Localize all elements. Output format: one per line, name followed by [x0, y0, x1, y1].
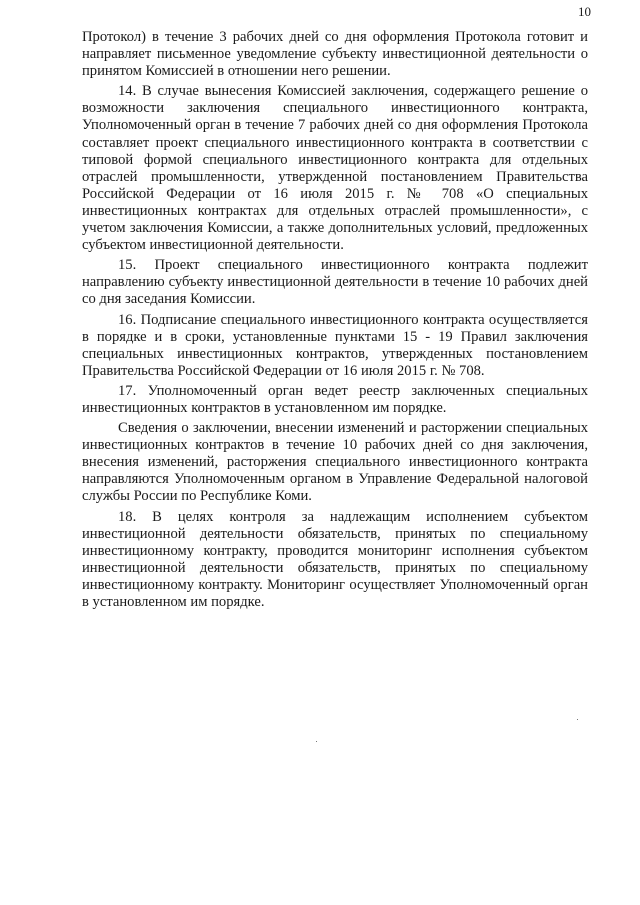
- document-body: [82, 29, 588, 614]
- paragraph-continuation: Протокол) в течение 3 рабочих дней со дня оформления Протокола готовит и направляет письменное уведомление субъекту инвестиционной деятельности о принятом Комиссией в отношении него решении.: [82, 29, 588, 80]
- paragraph-15: 15. Проект специального инвестиционного контракта подлежит направлению субъекту инвестиционной деятельности в течение 10 рабочих дней со дня заседания Комиссии.: [82, 257, 588, 308]
- scan-speck: [577, 719, 578, 720]
- paragraph-16: 16. Подписание специального инвестиционного контракта осуществляется в порядке и в сроки, установленные пунктами 15 - 19 Правил заключения специальных инвестиционных контрактов, утвержденных постановлением Правительства Российской Федерации от 16 июля 2015 г. № 708.: [82, 311, 588, 379]
- scan-speck: [316, 741, 317, 742]
- paragraph-18: 18. В целях контроля за надлежащим исполнением субъектом инвестиционной деятельности обязательств, принятых по специальному инвестиционному контракту, проводится мониторинг исполнения субъектом инвестиционной деятельности обязательств, принятых по специальному инвестиционному контракту. Мониторинг осуществляет Уполномоченный орган в установленном им порядке.: [82, 508, 588, 610]
- paragraph-17-details: Сведения о заключении, внесении изменений и расторжении специальных инвестиционных контрактов в течение 10 рабочих дней со дня заключения, внесения изменений, расторжения специального инвестиционного контракта направляются Уполномоченным органом в Управление Федеральной налоговой службы России по Республике Коми.: [82, 420, 588, 505]
- paragraph-14: 14. В случае вынесения Комиссией заключения, содержащего решение о возможности заключения специального инвестиционного контракта, Уполномоченный орган в течение 7 рабочих дней со дня оформления Протокола составляет проект специального инвестиционного контракта в соответствии с типовой формой специального инвестиционного контракта для отдельных отраслей промышленности, утвержденной постановлением Правительства Российской Федерации от 16 июля 2015 г. № 708 «О специальных инвестиционных контрактах для отдельных отраслей промышленности», с учетом заключения Комиссии, а также дополнительных условий, предложенных субъектом инвестиционной деятельности.: [82, 83, 588, 254]
- paragraph-17: 17. Уполномоченный орган ведет реестр заключенных специальных инвестиционных контрактов в установленном им порядке.: [82, 382, 588, 416]
- page-number: 10: [578, 4, 591, 19]
